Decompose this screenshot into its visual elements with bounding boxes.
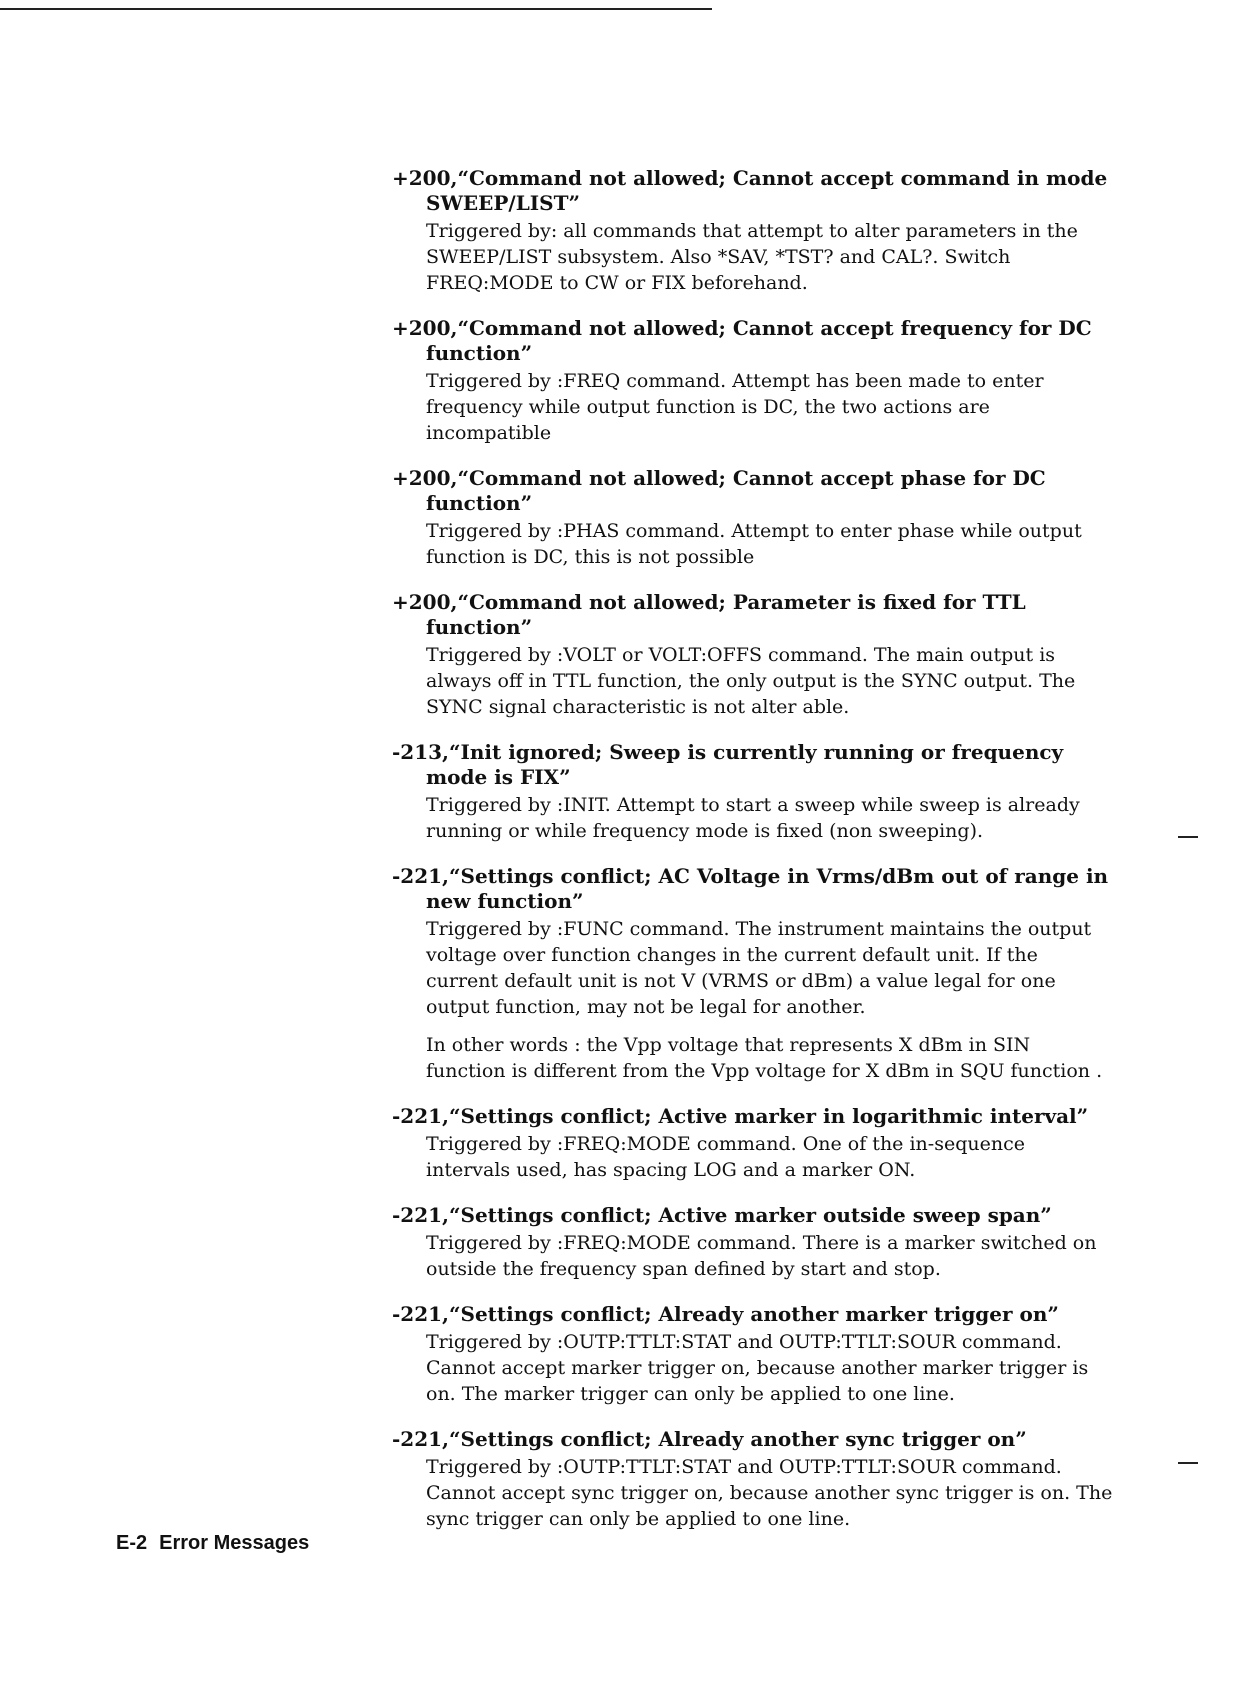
error-entry <box>392 316 1114 446</box>
description-paragraph: Triggered by :OUTP:TTLT:STAT and OUTP:TTLT:SOUR command. Cannot accept sync trigger on, because another sync trigger is on. The sync trigger can only be applied to one line. <box>426 1456 1113 1530</box>
error-description <box>392 1230 1114 1282</box>
error-description <box>392 916 1114 1084</box>
error-title: -221,“Settings conflict; Already another marker trigger on” <box>392 1302 1059 1326</box>
error-title: +200,“Command not allowed; Cannot accept phase for DC function” <box>392 466 1046 515</box>
error-description <box>392 218 1114 296</box>
error-description <box>392 368 1114 446</box>
page-number: E-2 <box>116 1532 148 1554</box>
error-description <box>392 792 1114 844</box>
description-paragraph: Triggered by :OUTP:TTLT:STAT and OUTP:TTLT:SOUR command. Cannot accept marker trigger on, because another marker trigger is on. The marker trigger can only be applied to one line. <box>426 1331 1089 1405</box>
error-title: +200,“Command not allowed; Cannot accept frequency for DC function” <box>392 316 1092 365</box>
section-title: Error Messages <box>159 1532 310 1554</box>
description-paragraph: Triggered by :FREQ:MODE command. One of the in-sequence intervals used, has spacing LOG and a marker ON. <box>426 1133 1025 1181</box>
error-title: -221,“Settings conflict; AC Voltage in Vrms/dBm out of range in new function” <box>392 864 1109 913</box>
description-paragraph: Triggered by :VOLT or VOLT:OFFS command. The main output is always off in TTL function, the only output is the SYNC output. The SYNC signal characteristic is not alter able. <box>426 644 1076 718</box>
error-description <box>392 1454 1114 1532</box>
description-paragraph: Triggered by: all commands that attempt to alter parameters in the SWEEP/LIST subsystem. Also *SAV, *TST? and CAL?. Switch FREQ:MODE to CW or FIX beforehand. <box>426 220 1078 294</box>
margin-mark <box>1178 836 1198 838</box>
description-paragraph: Triggered by :PHAS command. Attempt to enter phase while output function is DC, this is not possible <box>426 520 1082 568</box>
error-description <box>392 1131 1114 1183</box>
description-paragraph: In other words : the Vpp voltage that represents X dBm in SIN function is different from the Vpp voltage for X dBm in SQU function . <box>426 1034 1103 1082</box>
page-footer <box>116 1532 309 1555</box>
error-entry <box>392 1427 1114 1532</box>
description-paragraph: Triggered by :FUNC command. The instrument maintains the output voltage over function changes in the current default unit. If the current default unit is not V (VRMS or dBm) a value legal for one output function, may not be legal for another. <box>426 918 1092 1018</box>
top-rule <box>0 8 712 10</box>
error-title: -221,“Settings conflict; Active marker outside sweep span” <box>392 1203 1052 1227</box>
error-description <box>392 1329 1114 1407</box>
error-entry <box>392 1302 1114 1407</box>
error-entry <box>392 590 1114 720</box>
error-entry <box>392 1203 1114 1282</box>
error-title: -213,“Init ignored; Sweep is currently running or frequency mode is FIX” <box>392 740 1064 789</box>
description-paragraph: Triggered by :FREQ:MODE command. There is a marker switched on outside the frequency span defined by start and stop. <box>426 1232 1097 1280</box>
error-message-list <box>392 166 1114 1552</box>
error-title: +200,“Command not allowed; Parameter is fixed for TTL function” <box>392 590 1026 639</box>
error-entry <box>392 1104 1114 1183</box>
error-description <box>392 518 1114 570</box>
error-entry <box>392 166 1114 296</box>
description-paragraph: Triggered by :FREQ command. Attempt has been made to enter frequency while output function is DC, the two actions are incompatible <box>426 370 1044 444</box>
description-paragraph: Triggered by :INIT. Attempt to start a sweep while sweep is already running or while frequency mode is fixed (non sweeping). <box>426 794 1080 842</box>
error-entry <box>392 740 1114 844</box>
error-entry <box>392 864 1114 1084</box>
error-title: -221,“Settings conflict; Active marker in logarithmic interval” <box>392 1104 1089 1128</box>
error-title: -221,“Settings conflict; Already another sync trigger on” <box>392 1427 1027 1451</box>
error-title: +200,“Command not allowed; Cannot accept command in mode SWEEP/LIST” <box>392 166 1108 215</box>
margin-mark <box>1178 1462 1198 1464</box>
error-description <box>392 642 1114 720</box>
error-entry <box>392 466 1114 570</box>
